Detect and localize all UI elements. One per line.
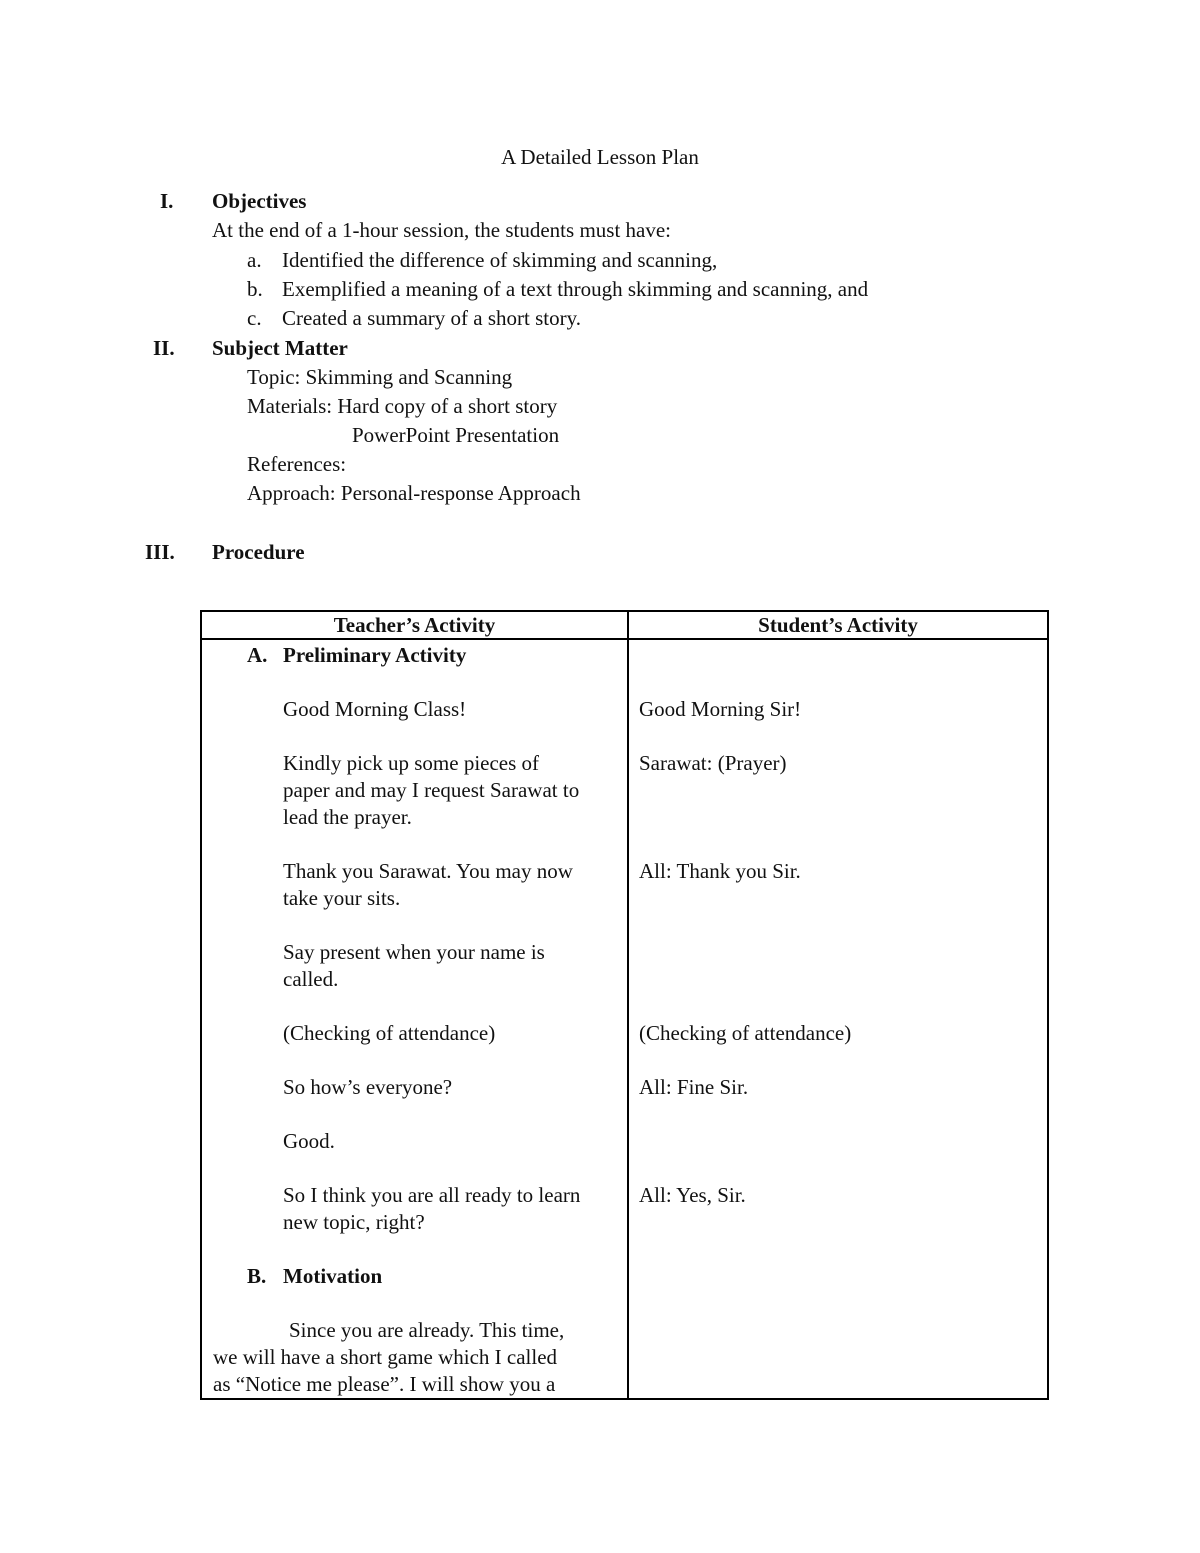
student-activity-header: Student’s Activity <box>628 611 1048 639</box>
objective-marker: c. <box>247 306 262 330</box>
section-b-label: Motivation <box>283 1264 383 1288</box>
teacher-line: So I think you are all ready to learn <box>283 1183 581 1207</box>
teacher-line: take your sits. <box>283 886 401 910</box>
student-activity-cell <box>628 639 1048 1399</box>
objective-item: Identified the difference of skimming and scanning, <box>282 248 718 272</box>
teacher-line: Thank you Sarawat. You may now <box>283 859 573 883</box>
teacher-line: Say present when your name is <box>283 940 545 964</box>
references-line: References: <box>247 452 347 476</box>
teacher-activity-cell <box>201 639 628 1399</box>
section-b-marker: B. <box>247 1264 267 1288</box>
teacher-line: Good. <box>283 1129 335 1153</box>
objective-marker: a. <box>247 248 262 272</box>
subject-matter-heading: Subject Matter <box>212 336 348 360</box>
teacher-line: we will have a short game which I called <box>213 1345 558 1369</box>
objective-marker: b. <box>247 277 263 301</box>
student-line: Sarawat: (Prayer) <box>639 751 787 775</box>
teacher-line: Kindly pick up some pieces of <box>283 751 540 775</box>
section-a-label: Preliminary Activity <box>283 643 467 667</box>
objectives-intro: At the end of a 1-hour session, the students must have: <box>212 218 672 242</box>
objective-item: Created a summary of a short story. <box>282 306 581 330</box>
teacher-line: paper and may I request Sarawat to <box>283 778 580 802</box>
teacher-line: (Checking of attendance) <box>283 1021 496 1045</box>
table-row <box>201 639 1048 1399</box>
document-title: A Detailed Lesson Plan <box>501 145 699 169</box>
teacher-line: Since you are already. This time, <box>289 1318 565 1342</box>
procedure-table <box>200 610 1049 1400</box>
teacher-line: called. <box>283 967 339 991</box>
objectives-numeral: I. <box>160 189 174 213</box>
approach-line: Approach: Personal-response Approach <box>247 481 581 505</box>
teacher-line: Good Morning Class! <box>283 697 467 721</box>
teacher-line: So how’s everyone? <box>283 1075 453 1099</box>
objectives-heading: Objectives <box>212 189 307 213</box>
teacher-activity-header: Teacher’s Activity <box>201 611 628 639</box>
student-line: All: Yes, Sir. <box>639 1183 746 1207</box>
teacher-line: new topic, right? <box>283 1210 425 1234</box>
teacher-line: lead the prayer. <box>283 805 412 829</box>
procedure-numeral: III. <box>145 540 175 564</box>
materials-line-2: PowerPoint Presentation <box>352 423 560 447</box>
topic-line: Topic: Skimming and Scanning <box>247 365 513 389</box>
student-line: All: Fine Sir. <box>639 1075 749 1099</box>
materials-line: Materials: Hard copy of a short story <box>247 394 558 418</box>
student-line: Good Morning Sir! <box>639 697 802 721</box>
subject-matter-numeral: II. <box>153 336 175 360</box>
teacher-line: as “Notice me please”. I will show you a <box>213 1372 556 1396</box>
section-a-marker: A. <box>247 643 268 667</box>
student-line: (Checking of attendance) <box>639 1021 852 1045</box>
student-line: All: Thank you Sir. <box>639 859 801 883</box>
objective-item: Exemplified a meaning of a text through skimming and scanning, and <box>282 277 869 301</box>
table-header-row <box>201 611 1048 639</box>
procedure-heading: Procedure <box>212 540 305 564</box>
